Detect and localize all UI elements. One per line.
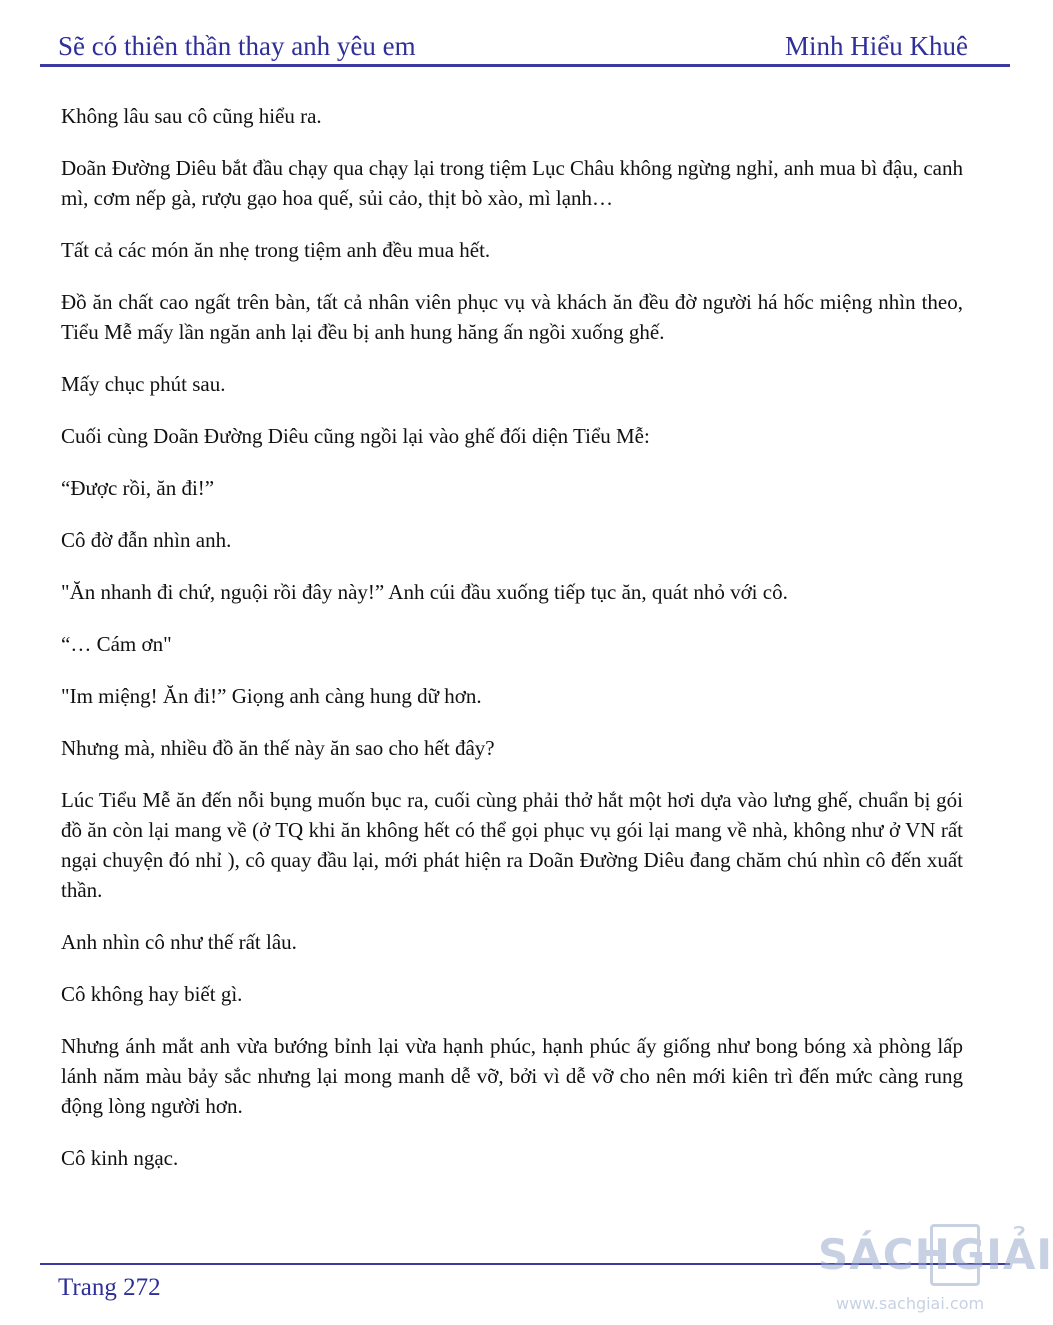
paragraph: Cô kinh ngạc. (61, 1146, 179, 1170)
page-number: Trang 272 (58, 1274, 161, 1301)
paragraph: “… Cám ơn" (61, 632, 172, 656)
header-divider (40, 64, 1010, 67)
book-title: Sẽ có thiên thần thay anh yêu em (58, 31, 416, 61)
paragraph: Lúc Tiểu Mễ ăn đến nỗi bụng muốn bục ra, cuối cùng phải thở hắt một hơi dựa vào lưng ghế, chuẩn bị gói đồ ăn còn lại mang về (ở TQ khi ăn không hết có thể gọi phục vụ gói lại mang về nhà, không như ở VN rất ngại chuyện đó nhỉ ), cô quay đầu lại, mới phát hiện ra Doãn Đường Diêu đang chăm chú nhìn cô đến xuất thần. (61, 788, 963, 902)
paragraph: "Ăn nhanh đi chứ, nguội rồi đây này!” Anh cúi đầu xuống tiếp tục ăn, quát nhỏ với cô. (61, 580, 788, 604)
paragraph: Tất cả các món ăn nhẹ trong tiệm anh đều mua hết. (61, 238, 491, 262)
paragraph: Mấy chục phút sau. (61, 372, 226, 396)
paragraph: "Im miệng! Ăn đi!” Giọng anh càng hung dữ hơn. (61, 684, 482, 708)
sachgiai-watermark (818, 1222, 1053, 1322)
paragraph: Đồ ăn chất cao ngất trên bàn, tất cả nhân viên phục vụ và khách ăn đều đờ người há hốc miệng nhìn theo, Tiểu Mễ mấy lần ngăn anh lại đều bị anh hung hăng ấn ngồi xuống ghế. (61, 290, 963, 344)
paragraph: Anh nhìn cô như thế rất lâu. (61, 930, 297, 954)
paragraph: Cuối cùng Doãn Đường Diêu cũng ngồi lại vào ghế đối diện Tiểu Mễ: (61, 424, 650, 448)
watermark-logo-text: SÁCHGIẢI (818, 1230, 1053, 1279)
author-name: Minh Hiểu Khuê (785, 31, 968, 61)
page-header (58, 22, 968, 62)
paragraph: Cô không hay biết gì. (61, 982, 243, 1006)
paragraph: “Được rồi, ăn đi!” (61, 476, 215, 500)
paragraph: Nhưng ánh mắt anh vừa bướng bỉnh lại vừa hạnh phúc, hạnh phúc ấy giống như bong bóng xà phòng lấp lánh năm màu bảy sắc nhưng lại mong manh dễ vỡ, bởi vì dễ vỡ cho nên mới kiên trì đến mức càng rung động lòng người hơn. (61, 1034, 963, 1118)
page-body (61, 101, 963, 1195)
paragraph: Doãn Đường Diêu bắt đầu chạy qua chạy lại trong tiệm Lục Châu không ngừng nghỉ, anh mua bì đậu, canh mì, cơm nếp gà, rượu gạo hoa quế, sủi cảo, thịt bò xào, mì lạnh… (61, 156, 963, 210)
paragraph: Không lâu sau cô cũng hiểu ra. (61, 104, 322, 128)
paragraph: Nhưng mà, nhiều đồ ăn thế này ăn sao cho hết đây? (61, 736, 495, 760)
watermark-url: www.sachgiai.com (836, 1294, 985, 1313)
paragraph: Cô đờ đẫn nhìn anh. (61, 528, 232, 552)
